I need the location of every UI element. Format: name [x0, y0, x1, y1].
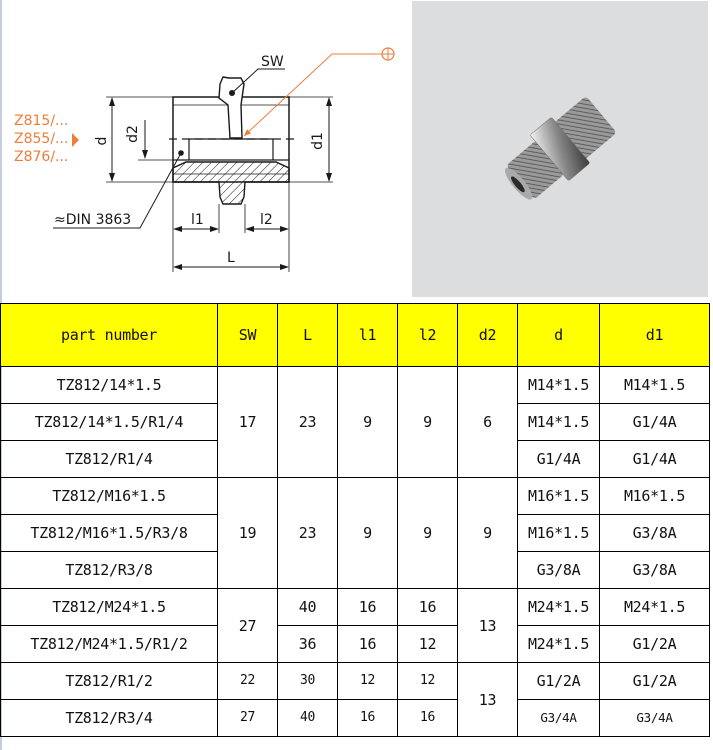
d-cell: G1/2A	[518, 663, 600, 700]
table-row	[1, 663, 710, 700]
sw-cell: 19	[218, 478, 278, 589]
d1-cell: G1/4A	[600, 441, 710, 478]
sw-cell: 17	[218, 367, 278, 478]
d1-cell: G3/8A	[600, 515, 710, 552]
L-cell: 30	[278, 663, 338, 700]
d-cell: M16*1.5	[518, 515, 600, 552]
part-number-cell: TZ812/M16*1.5/R3/8	[1, 515, 218, 552]
d1-cell: M14*1.5	[600, 367, 710, 404]
d2-cell: 13	[458, 589, 518, 663]
d1-cell: G1/4A	[600, 404, 710, 441]
table-row	[1, 589, 710, 626]
svg-text:d: d	[94, 136, 110, 146]
part-number-cell: TZ812/R3/4	[1, 700, 218, 737]
d-cell: M24*1.5	[518, 626, 600, 663]
d-cell: M16*1.5	[518, 478, 600, 515]
d1-cell: G1/2A	[600, 663, 710, 700]
d2-cell: 9	[458, 478, 518, 589]
col-header-l1: l1	[338, 304, 398, 367]
col-header-d: d	[518, 304, 600, 367]
l1-cell: 16	[338, 589, 398, 626]
l2-cell: 16	[398, 700, 458, 737]
part-number-cell: TZ812/14*1.5	[1, 367, 218, 404]
part-number-cell: TZ812/R3/8	[1, 552, 218, 589]
col-header-d2: d2	[458, 304, 518, 367]
l2-cell: 9	[398, 478, 458, 589]
sw-cell: 27	[218, 589, 278, 663]
sw-cell: 27	[218, 700, 278, 737]
col-header-l2: l2	[398, 304, 458, 367]
d-cell: M14*1.5	[518, 404, 600, 441]
section-hatch	[173, 162, 289, 204]
l2-cell: 12	[398, 663, 458, 700]
col-header-d1: d1	[600, 304, 710, 367]
d-cell: G1/4A	[518, 441, 600, 478]
part-number-cell: TZ812/M24*1.5/R1/2	[1, 626, 218, 663]
table-header-row	[1, 304, 710, 367]
col-header-part-number: part number	[1, 304, 218, 367]
svg-text:d1: d1	[310, 132, 326, 150]
d-cell: M24*1.5	[518, 589, 600, 626]
L-cell: 36	[278, 626, 338, 663]
col-header-L: L	[278, 304, 338, 367]
part-number-cell: TZ812/14*1.5/R1/4	[1, 404, 218, 441]
hex-nipple-image	[412, 1, 708, 297]
d1-cell: G3/8A	[600, 552, 710, 589]
technical-drawing	[0, 0, 410, 300]
l1-cell: 9	[338, 478, 398, 589]
d2-cell: 13	[458, 663, 518, 737]
l2-cell: 16	[398, 589, 458, 626]
product-photo	[412, 1, 708, 297]
l1-cell: 12	[338, 663, 398, 700]
spec-table	[0, 303, 710, 737]
part-number-cell: TZ812/R1/2	[1, 663, 218, 700]
part-number-cell: TZ812/M24*1.5	[1, 589, 218, 626]
d2-cell: 6	[458, 367, 518, 478]
L-cell: 40	[278, 589, 338, 626]
l1-cell: 16	[338, 626, 398, 663]
table-row	[1, 478, 710, 515]
svg-text:Z815/...: Z815/...	[14, 113, 69, 129]
d1-cell: M16*1.5	[600, 478, 710, 515]
d1-cell: M24*1.5	[600, 589, 710, 626]
table-row	[1, 626, 710, 663]
l1-cell: 16	[338, 700, 398, 737]
svg-text:L: L	[227, 250, 235, 266]
svg-text:SW: SW	[261, 54, 284, 70]
l2-cell: 9	[398, 367, 458, 478]
d-cell: G3/8A	[518, 552, 600, 589]
part-number-cell: TZ812/M16*1.5	[1, 478, 218, 515]
part-number-cell: TZ812/R1/4	[1, 441, 218, 478]
svg-text:Z855/...: Z855/...	[14, 131, 69, 147]
d1-cell: G3/4A	[600, 700, 710, 737]
table-row	[1, 700, 710, 737]
hex-top	[219, 77, 244, 138]
svg-text:Z876/...: Z876/...	[14, 149, 69, 165]
l2-cell: 12	[398, 626, 458, 663]
svg-text:d2: d2	[125, 125, 141, 143]
l1-cell: 9	[338, 367, 398, 478]
table-row	[1, 367, 710, 404]
sw-cell: 22	[218, 663, 278, 700]
col-header-sw: SW	[218, 304, 278, 367]
svg-text:≈DIN 3863: ≈DIN 3863	[54, 212, 132, 228]
L-cell: 23	[278, 367, 338, 478]
d-cell: M14*1.5	[518, 367, 600, 404]
L-cell: 23	[278, 478, 338, 589]
d-cell: G3/4A	[518, 700, 600, 737]
svg-text:l2: l2	[260, 212, 273, 228]
d1-cell: G1/2A	[600, 626, 710, 663]
svg-text:l1: l1	[191, 212, 204, 228]
L-cell: 40	[278, 700, 338, 737]
reference-list	[14, 113, 68, 165]
